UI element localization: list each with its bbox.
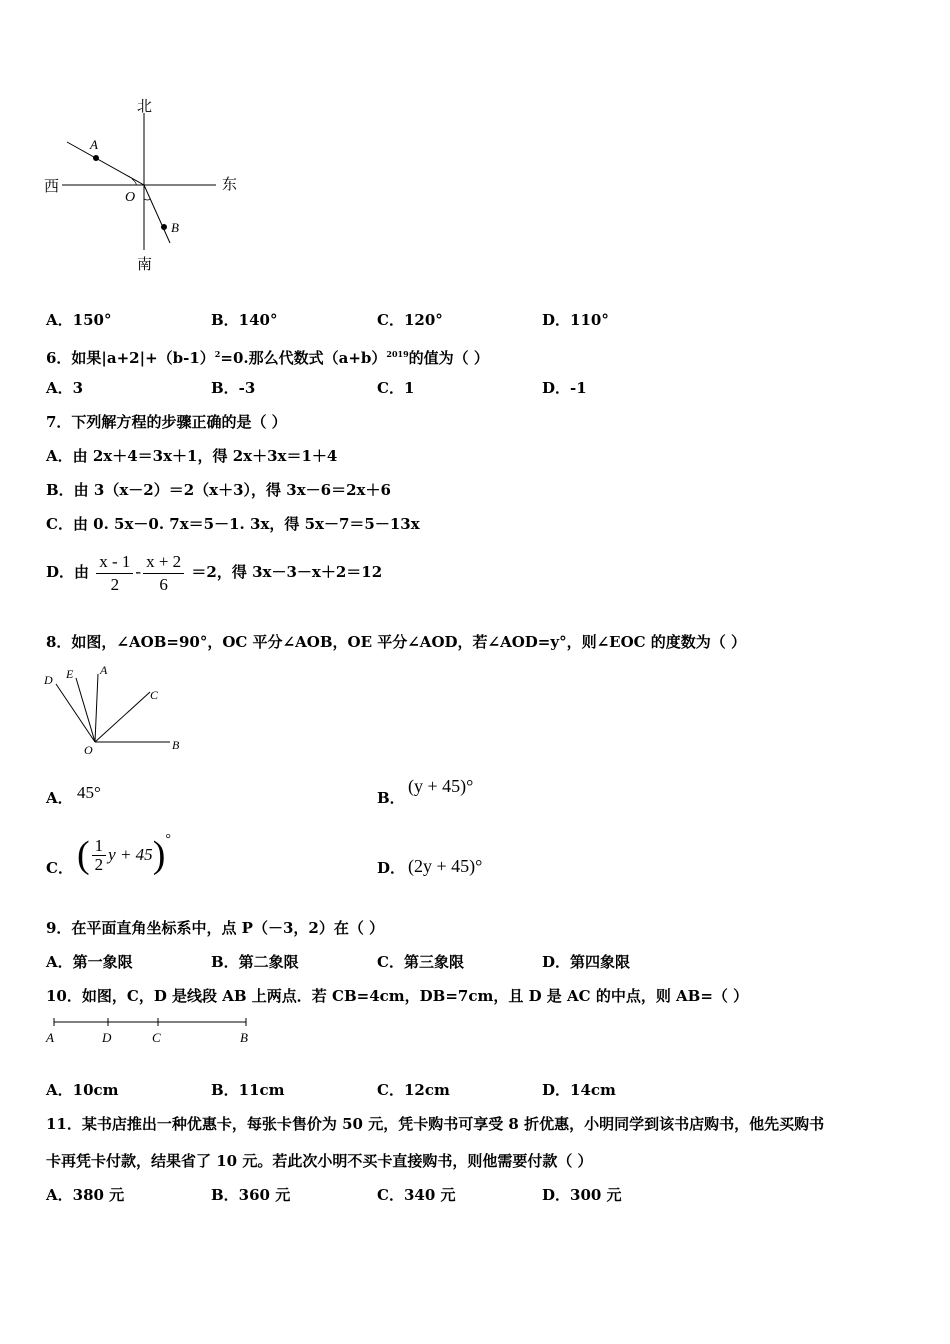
q7-d-fraction-1 [96,551,133,596]
q7-d-prefix: D．由 [46,563,90,581]
label-a: A [90,137,98,152]
q9-stem: 9．在平面直角坐标系中，点 P（－3，2）在（ ） [46,919,385,937]
q8-c-paren-left: ( [77,834,90,876]
q10-option-a: A．10cm [46,1081,119,1099]
q8-stem: 8．如图，∠AOB=90°，OC 平分∠AOB，OE 平分∠AOD，若∠AOD=y°，则∠EOC 的度数为（ ） [46,633,747,651]
q7-d-num1: x - 1 [96,551,133,574]
label-b: B [240,1030,248,1045]
q7-d-minus: - [135,562,142,581]
q6-text-a: 6．如果|a+2|+（b-1） [46,349,215,367]
q8-c-num: 1 [92,837,107,856]
label-o: O [84,743,93,757]
q6-exponent-2: 2 [214,349,221,359]
ray-oc [95,692,150,742]
ray-od [56,684,95,742]
q8-c-label: C． [46,859,73,877]
q9-option-b: B．第二象限 [211,953,299,971]
q11-stem-line2: 卡再凭卡付款，结果省了 10 元。若此次小明不买卡直接购书，则他需要付款（ ） [46,1152,593,1170]
q8-option-d [377,858,405,878]
angle-arc-b [144,199,150,200]
q6-text-b: =0.那么代数式（a+b） [220,349,387,367]
q8-c-value [77,832,171,882]
q9-option-c: C．第三象限 [377,953,464,971]
q6-text-c: 的值为（ ） [408,349,489,367]
label-west: 西 [44,179,60,195]
q10-option-c: C．12cm [377,1081,450,1099]
q6-option-a: A．3 [46,379,84,397]
q6-option-d: D．-1 [542,379,587,397]
label-east: 东 [222,177,238,193]
label-d: D [102,1030,112,1045]
ray-oa [67,142,144,185]
ray-oe [76,678,95,742]
point-a [93,155,99,161]
q7-d-num2: x + 2 [143,551,184,574]
q10-option-d: D．14cm [542,1081,616,1099]
q11-option-c: C．340 元 [377,1186,456,1204]
q7-d-suffix: ＝2，得 3x－3－x＋2＝12 [191,563,383,581]
q6-option-b: B．-3 [211,379,256,397]
ray-ob [144,185,170,243]
label-south: 南 [137,257,153,273]
label-a: A [46,1030,54,1045]
q8-a-label: A． [46,789,73,807]
q8-c-den: 2 [94,854,104,874]
label-b: B [172,738,180,752]
label-north: 北 [137,99,153,115]
q7-option-b: B．由 3（x－2）＝2（x＋3），得 3x－6＝2x＋6 [46,481,391,499]
q8-option-a [46,788,73,808]
q8-option-b [377,788,405,808]
label-o: O [125,190,136,205]
q11-stem-line1: 11．某书店推出一种优惠卡，每张卡售价为 50 元，凭卡购书可享受 8 折优惠，小明同学到该书店购书，他先买购书 [46,1115,825,1133]
label-e: E [66,667,74,681]
q5-option-c: C．120° [377,311,443,329]
compass-figure [40,95,250,280]
q7-option-d [46,546,382,598]
angle-figure [40,660,190,760]
q10-option-b: B．11cm [211,1081,285,1099]
q6-exponent-2019: 2019 [386,349,409,359]
q7-option-a: A．由 2x＋4＝3x＋1，得 2x＋3x＝1＋4 [46,447,338,465]
q8-d-value: (2y + 45)° [408,856,483,876]
q7-d-fraction-2 [143,551,184,596]
q9-option-a: A．第一象限 [46,953,133,971]
q8-a-value: 45° [77,783,101,802]
q8-b-value: (y + 45)° [408,776,474,796]
q5-option-d: D．110° [542,311,609,329]
q8-b-label: B． [377,789,405,807]
q8-d-label: D． [377,859,406,877]
ray-oa-vertical [95,674,98,742]
q5-option-b: B．140° [211,311,278,329]
q8-c-fraction [92,837,107,874]
q5-option-a: A．150° [46,311,112,329]
label-c: C [152,1030,161,1045]
label-d: D [44,673,53,687]
q8-option-c [46,858,73,878]
label-a: A [100,663,108,677]
q11-option-a: A．380 元 [46,1186,125,1204]
point-b [161,224,167,230]
q7-d-den2: 6 [159,574,168,594]
q10-stem: 10．如图，C，D 是线段 AB 上两点．若 CB=4cm，DB=7cm，且 D 是 AC 的中点，则 AB=（ ） [46,987,749,1005]
label-c: C [150,688,159,702]
q11-option-b: B．360 元 [211,1186,291,1204]
q7-stem: 7．下列解方程的步骤正确的是（ ） [46,413,287,431]
q11-option-d: D．300 元 [542,1186,622,1204]
q6-stem [46,344,489,368]
q8-c-rest: y + 45 [108,845,153,864]
segment-figure [44,1014,259,1048]
q8-c-paren-right: ) [152,834,166,876]
q6-option-c: C．1 [377,379,415,397]
q7-d-den1: 2 [110,574,120,594]
label-b: B [171,220,179,235]
q9-option-d: D．第四象限 [542,953,631,971]
q7-option-c: C．由 0. 5x－0. 7x＝5－1. 3x，得 5x－7＝5－13x [46,515,420,533]
q8-c-degree: ° [165,832,171,847]
